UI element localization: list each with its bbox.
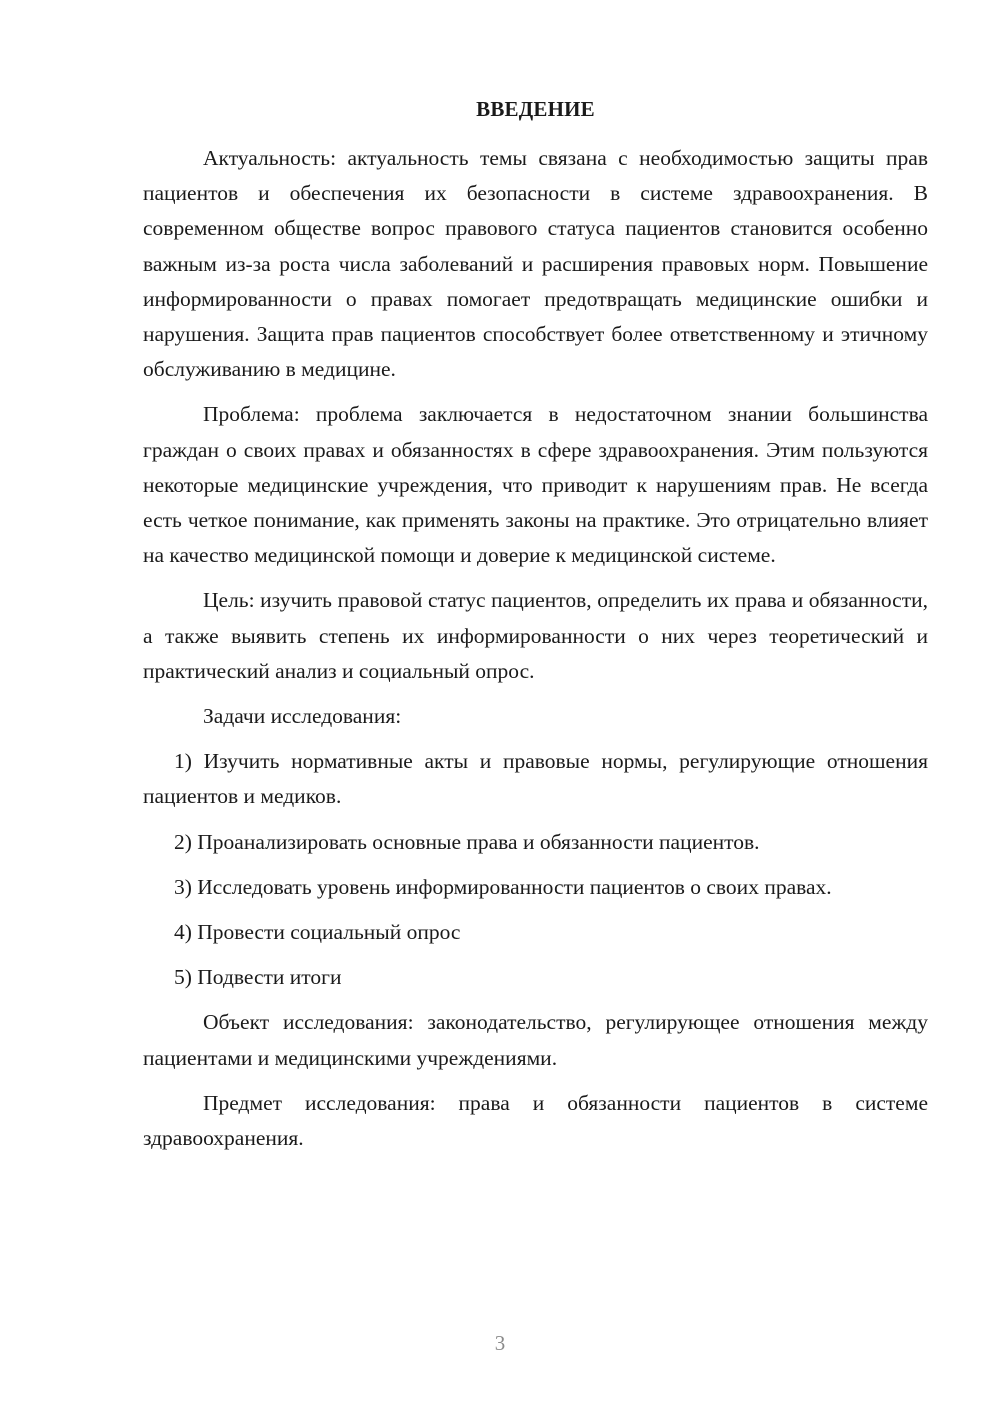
- page-number: 3: [494, 1331, 506, 1355]
- document-body: [143, 94, 928, 1166]
- task-item: 4) Провести социальный опрос: [174, 920, 461, 945]
- paragraph-goal: Цель: изучить правовой статус пациентов, определить их права и обязанности, а также выявить степень их информированности о них через теоретический и практический анализ и социальный опрос.: [143, 588, 928, 683]
- paragraph-relevance: Актуальность: актуальность темы связана с необходимостью защиты прав пациентов и обеспечения их безопасности в системе здравоохранения. В современном обществе вопрос правового статуса пациентов становится особенно важным из-за роста числа заболеваний и расширения правовых норм. Повышение информированности о правах помогает предотвращать медицинские ошибки и нарушения. Защита прав пациентов способствует более ответственному и этичному обслуживанию в медицине.: [143, 146, 928, 382]
- task-item: 2) Проанализировать основные права и обязанности пациентов.: [174, 829, 760, 854]
- tasks-heading: Задачи исследования:: [203, 704, 402, 729]
- section-title: ВВЕДЕНИЕ: [476, 97, 595, 121]
- paragraph-problem: Проблема: проблема заключается в недостаточном знании большинства граждан о своих правах и обязанностях в сфере здравоохранения. Этим пользуются некоторые медицинские учреждения, что приводит к нарушениям прав. Не всегда есть четкое понимание, как применять законы на практике. Это отрицательно влияет на качество медицинской помощи и доверие к медицинской системе.: [143, 402, 928, 568]
- task-item: 3) Исследовать уровень информированности пациентов о своих правах.: [174, 874, 832, 899]
- paragraph-subject: Предмет исследования: права и обязанности пациентов в системе здравоохранения.: [143, 1090, 928, 1151]
- paragraph-object: Объект исследования: законодательство, регулирующее отношения между пациентами и медицинскими учреждениями.: [143, 1010, 928, 1070]
- task-item: 1) Изучить нормативные акты и правовые нормы, регулирующие отношения пациентов и медиков.: [143, 749, 928, 809]
- task-item: 5) Подвести итоги: [174, 965, 342, 990]
- tasks-list: [143, 744, 928, 995]
